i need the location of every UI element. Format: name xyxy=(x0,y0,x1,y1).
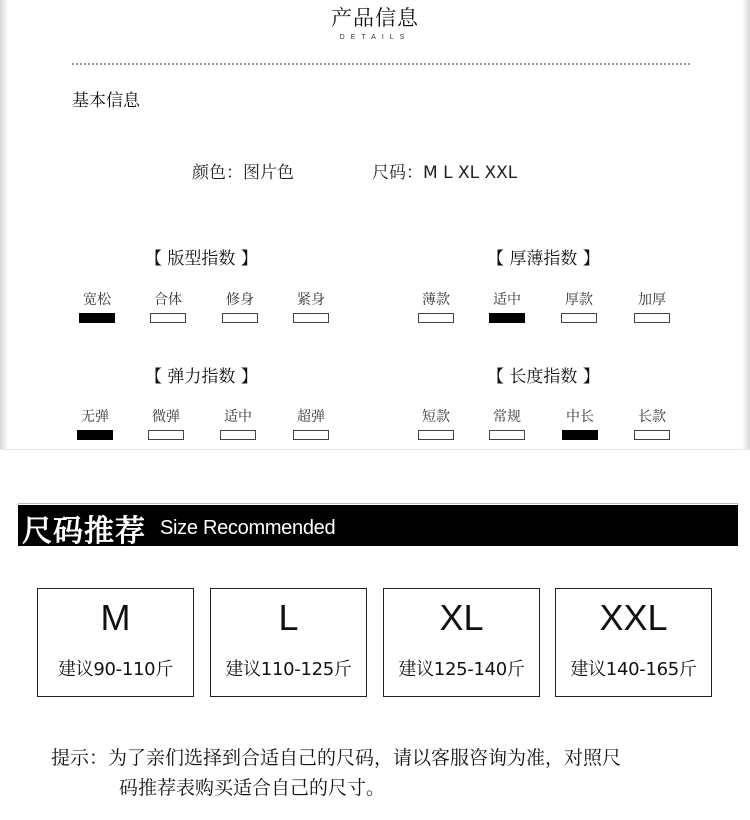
page-subtitle: DETAILS xyxy=(339,34,411,41)
indicator-box xyxy=(293,430,329,440)
dotted-divider xyxy=(72,63,690,65)
indicator-box xyxy=(634,430,670,440)
size-card-xl xyxy=(383,588,540,697)
size-card-xxl xyxy=(555,588,712,697)
stretch-option: 超弹 xyxy=(285,406,337,440)
indicator-box xyxy=(561,313,597,323)
banner-divider xyxy=(18,503,738,504)
indicator-box xyxy=(150,313,186,323)
size-weight: 建议90-110斤 xyxy=(57,659,174,680)
fit-option: 合体 xyxy=(142,289,194,323)
indicator-box xyxy=(418,430,454,440)
thickness-option: 适中 xyxy=(481,289,533,323)
banner-title-en: Size Recommended xyxy=(160,517,336,539)
indicator-box xyxy=(222,313,258,323)
size-info: 尺码：M L XL XXL xyxy=(372,163,518,183)
size-label: XXL xyxy=(599,597,668,638)
tip-line-2: 码推荐表购买适合自己的尺寸。 xyxy=(119,777,386,799)
indicator-box xyxy=(489,430,525,440)
size-label: XL xyxy=(439,597,484,638)
basic-info-heading: 基本信息 xyxy=(72,91,140,111)
banner-title-cn: 尺码推荐 xyxy=(22,514,146,549)
stretch-option: 适中 xyxy=(212,406,264,440)
size-recommend-banner xyxy=(18,505,738,549)
indicator-box xyxy=(148,430,184,440)
indicator-box xyxy=(220,430,256,440)
size-label: L xyxy=(278,597,299,638)
indicator-box xyxy=(562,430,598,440)
color-info: 颜色：图片色 xyxy=(192,163,294,183)
size-card-m xyxy=(37,588,194,697)
thickness-option: 薄款 xyxy=(410,289,462,323)
size-weight: 建议140-165斤 xyxy=(570,659,697,680)
thickness-index-title: 【 厚薄指数 】 xyxy=(487,249,600,269)
indicator-box xyxy=(634,313,670,323)
fit-index-title: 【 版型指数 】 xyxy=(145,249,258,269)
length-option: 常规 xyxy=(481,406,533,440)
stretch-option: 微弹 xyxy=(140,406,192,440)
tip-line-1: 提示：为了亲们选择到合适自己的尺码，请以客服咨询为准，对照尺 xyxy=(51,747,622,769)
length-option: 长款 xyxy=(626,406,678,440)
indicator-box xyxy=(79,313,115,323)
size-tip xyxy=(51,743,701,803)
thickness-option: 厚款 xyxy=(553,289,605,323)
page-title: 产品信息 xyxy=(331,6,419,30)
indicator-box xyxy=(77,430,113,440)
thickness-option: 加厚 xyxy=(626,289,678,323)
indicator-box xyxy=(293,313,329,323)
indicator-box xyxy=(489,313,525,323)
length-option: 短款 xyxy=(410,406,462,440)
length-option: 中长 xyxy=(554,406,606,440)
length-index-title: 【 长度指数 】 xyxy=(487,367,600,387)
stretch-index-title: 【 弹力指数 】 xyxy=(145,367,258,387)
size-weight: 建议110-125斤 xyxy=(225,659,352,680)
size-label: M xyxy=(100,597,131,638)
fit-option: 修身 xyxy=(214,289,266,323)
stretch-option: 无弹 xyxy=(69,406,121,440)
fit-option: 宽松 xyxy=(71,289,123,323)
size-card-l xyxy=(210,588,367,697)
fit-option: 紧身 xyxy=(285,289,337,323)
size-weight: 建议125-140斤 xyxy=(398,659,525,680)
indicator-box xyxy=(418,313,454,323)
